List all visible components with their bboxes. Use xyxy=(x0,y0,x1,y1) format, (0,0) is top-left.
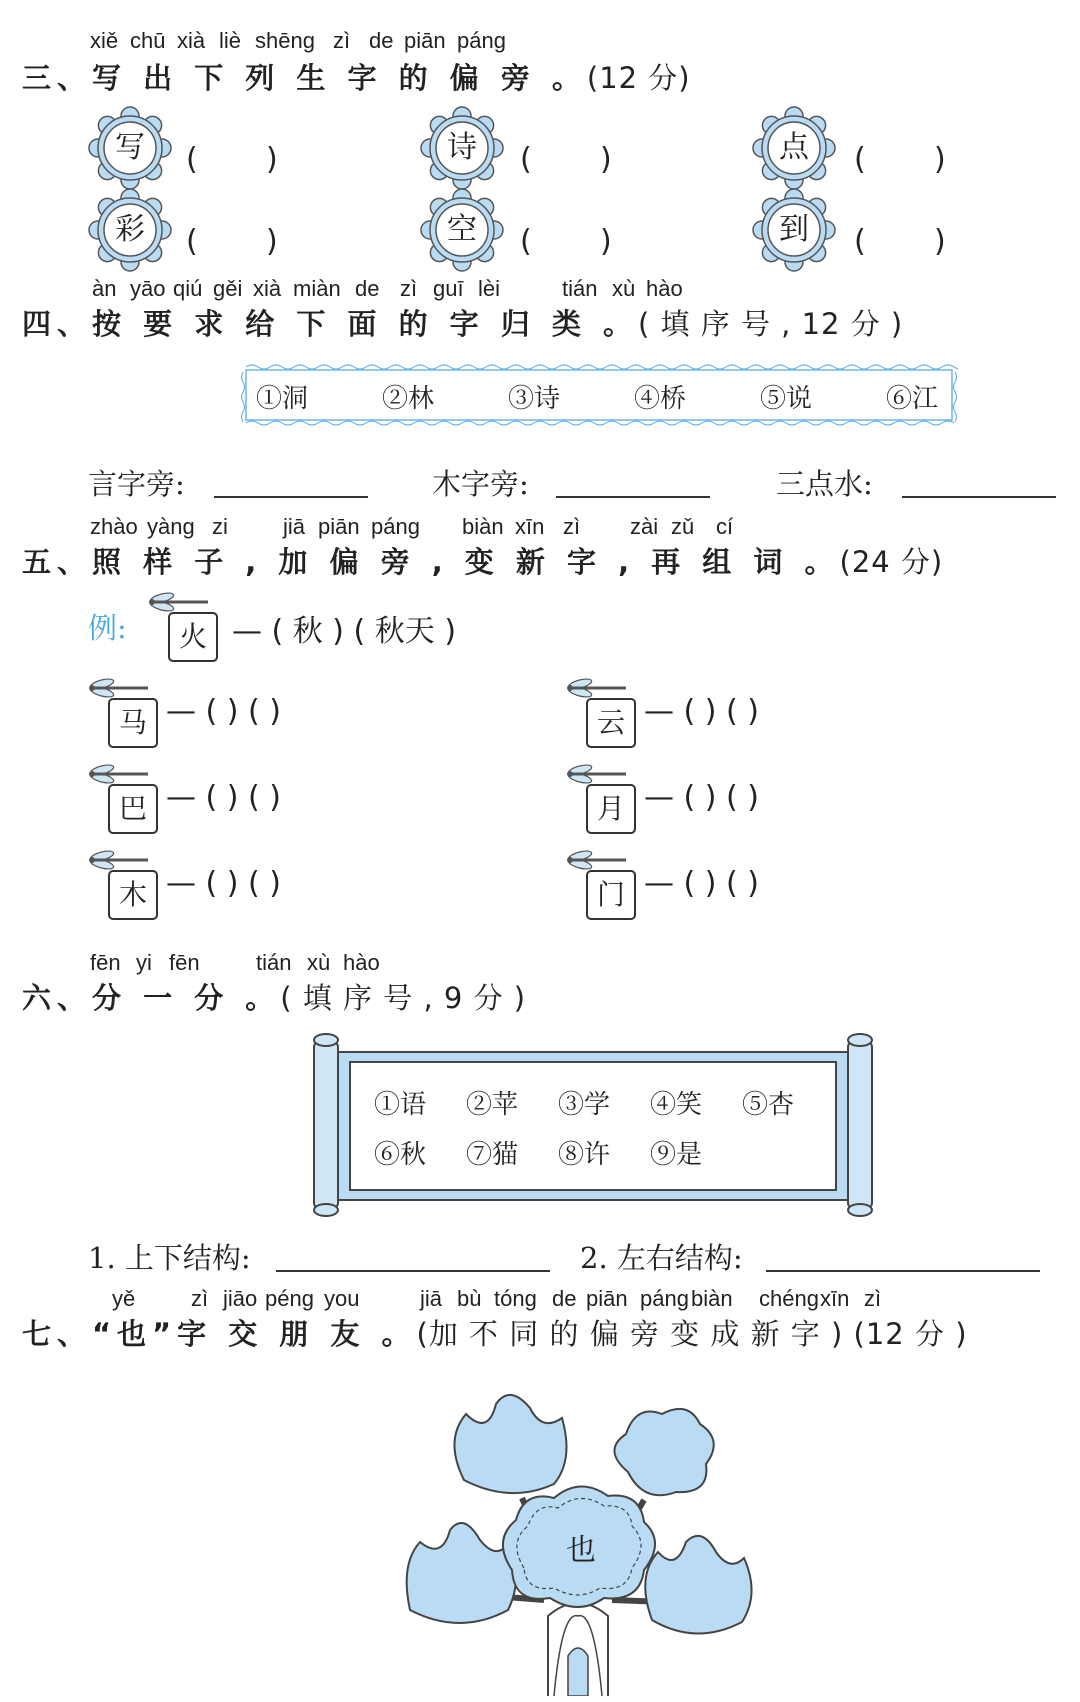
title-text: 六、分 一 分 。 xyxy=(22,981,281,1015)
options-box xyxy=(240,364,958,426)
answer-blanks[interactable]: — ( ) ( ) xyxy=(644,694,759,729)
option: ⑤说 xyxy=(760,384,813,414)
option: ②林 xyxy=(382,384,435,414)
pinyin: miàn xyxy=(293,276,341,301)
base-char: 云 xyxy=(596,706,625,739)
score: ( 填 序 号 , 12 分 ) xyxy=(637,307,904,341)
base-char: 木 xyxy=(118,878,147,911)
score: (加 不 同 的 偏 旁 变 成 新 字 ) (12 分 ) xyxy=(416,1317,968,1351)
pinyin: yāo xyxy=(130,276,166,301)
flower-char xyxy=(752,188,836,272)
answer-blank[interactable]: ) xyxy=(266,224,278,259)
answer-blank[interactable]: ) xyxy=(600,224,612,259)
answer-blanks[interactable]: — ( ) ( ) xyxy=(644,780,759,815)
pinyin: zì xyxy=(191,1286,209,1311)
pinyin: xù xyxy=(307,950,331,975)
pinyin: de xyxy=(355,276,380,301)
flower-char-text: 点 xyxy=(779,130,809,165)
score: ( 填 序 号 , 9 分 ) xyxy=(280,981,527,1015)
pinyin: you xyxy=(324,1286,360,1311)
flower-char xyxy=(420,106,504,190)
pinyin: shēng xyxy=(255,28,315,53)
pinyin: fēn xyxy=(90,950,121,975)
paren-open: ( xyxy=(186,224,198,259)
dragonfly-box xyxy=(566,762,646,836)
answer-blanks[interactable]: — ( ) ( ) xyxy=(644,866,759,901)
flower-char xyxy=(752,106,836,190)
base-char: 月 xyxy=(596,792,625,825)
flower-char xyxy=(88,106,172,190)
pinyin: zi xyxy=(212,514,228,539)
dragonfly-box xyxy=(88,762,168,836)
option: ①洞 xyxy=(256,384,309,414)
pinyin: zhào xyxy=(90,514,138,539)
flower-char-text: 诗 xyxy=(447,130,477,165)
pinyin: jiā xyxy=(283,514,306,539)
paren-open: ( xyxy=(520,142,532,177)
pinyin: chū xyxy=(130,28,166,53)
pinyin: gěi xyxy=(213,276,243,301)
pinyin: biàn xyxy=(691,1286,733,1311)
base-char: 巴 xyxy=(118,792,147,825)
pinyin: xià xyxy=(177,28,206,53)
pinyin: qiú xyxy=(173,276,203,301)
score: (12 分) xyxy=(586,61,691,95)
option: ④桥 xyxy=(634,384,687,414)
pinyin: piān xyxy=(586,1286,628,1311)
dragonfly-box xyxy=(566,676,646,750)
pinyin: zì xyxy=(400,276,418,301)
pinyin: xīn xyxy=(515,514,545,539)
answer-blank[interactable]: ) xyxy=(600,142,612,177)
category-label: 言字旁: xyxy=(88,467,185,501)
dragonfly-box xyxy=(566,848,646,922)
flower-char-text: 写 xyxy=(115,130,145,165)
pinyin: xiě xyxy=(90,28,119,53)
answer-line[interactable] xyxy=(902,496,1056,498)
section-7-title xyxy=(22,1312,968,1353)
pinyin: yě xyxy=(112,1286,136,1311)
pinyin: cí xyxy=(716,514,734,539)
pinyin: xià xyxy=(253,276,282,301)
title-text: 五、照 样 子 , 加 偏 旁 , 变 新 字 , 再 组 词 。 xyxy=(22,545,840,579)
flower-char-text: 到 xyxy=(779,212,809,247)
pinyin: zǔ xyxy=(671,514,695,539)
pinyin: tóng xyxy=(494,1286,537,1311)
wavy-border-icon xyxy=(240,364,958,426)
structure-label: 2. 左右结构: xyxy=(580,1241,743,1275)
pinyin: piān xyxy=(404,28,446,53)
option: ⑨是 xyxy=(650,1140,703,1170)
tree-figure xyxy=(404,1380,784,1696)
flower-char xyxy=(88,188,172,272)
answer-line[interactable] xyxy=(766,1270,1040,1272)
flower-char-text: 空 xyxy=(447,212,477,247)
category-label: 木字旁: xyxy=(432,467,529,501)
pinyin: lèi xyxy=(478,276,501,301)
title-text: 四、按 要 求 给 下 面 的 字 归 类 。 xyxy=(22,307,638,341)
answer-blanks[interactable]: — ( ) ( ) xyxy=(166,780,281,815)
example-label: 例: xyxy=(88,611,127,645)
paren-open: ( xyxy=(186,142,198,177)
flower-char xyxy=(420,188,504,272)
answer-blank[interactable]: ) xyxy=(934,224,946,259)
section-3-title xyxy=(22,56,691,97)
dragonfly-box xyxy=(88,676,168,750)
flower-char-text: 彩 xyxy=(115,212,145,247)
pinyin: hào xyxy=(343,950,380,975)
pinyin: piān xyxy=(318,514,360,539)
pinyin: zì xyxy=(864,1286,882,1311)
center-char: 也 xyxy=(566,1533,596,1568)
pinyin: fēn xyxy=(169,950,200,975)
answer-line[interactable] xyxy=(214,496,368,498)
pinyin: páng xyxy=(457,28,506,53)
base-char: 门 xyxy=(596,878,625,911)
pinyin: xīn xyxy=(820,1286,850,1311)
answer-blank[interactable]: ) xyxy=(266,142,278,177)
pinyin: àn xyxy=(92,276,117,301)
pinyin: xù xyxy=(612,276,636,301)
category-label: 三点水: xyxy=(776,467,873,501)
answer-line[interactable] xyxy=(556,496,710,498)
dragonfly-box xyxy=(148,590,228,664)
option: ⑦猫 xyxy=(466,1140,519,1170)
pinyin: biàn xyxy=(462,514,504,539)
pinyin: guī xyxy=(433,276,464,301)
answer-blank[interactable]: ) xyxy=(934,142,946,177)
pinyin: jiā xyxy=(420,1286,443,1311)
pinyin: zì xyxy=(333,28,351,53)
pinyin: tián xyxy=(562,276,598,301)
pinyin: yàng xyxy=(147,514,195,539)
option: ④笑 xyxy=(650,1090,703,1120)
section-5-title xyxy=(22,540,943,581)
scroll-box xyxy=(310,1032,876,1218)
example-char: 火 xyxy=(178,620,207,653)
paren-open: ( xyxy=(520,224,532,259)
pinyin: hào xyxy=(646,276,683,301)
score: (24 分) xyxy=(839,545,944,579)
pinyin: liè xyxy=(219,28,242,53)
dragonfly-box xyxy=(88,848,168,922)
pinyin: de xyxy=(369,28,394,53)
example-answer: — ( 秋 ) ( 秋天 ) xyxy=(232,614,457,649)
scroll-icon xyxy=(310,1032,876,1218)
option: ⑧许 xyxy=(558,1140,611,1170)
base-char: 马 xyxy=(118,706,147,739)
pinyin: páng xyxy=(371,514,420,539)
option: ③诗 xyxy=(508,384,561,414)
section-6-title xyxy=(22,976,526,1017)
pinyin: páng xyxy=(640,1286,689,1311)
option: ①语 xyxy=(374,1090,427,1120)
pinyin: péng xyxy=(265,1286,314,1311)
pinyin: jiāo xyxy=(223,1286,258,1311)
pinyin: bù xyxy=(457,1286,482,1311)
section-4-title xyxy=(22,302,903,343)
option: ②苹 xyxy=(466,1090,519,1120)
pinyin: zài xyxy=(630,514,659,539)
title-text: 七、“也”字 交 朋 友 。 xyxy=(22,1317,417,1351)
title-text: 三、写 出 下 列 生 字 的 偏 旁 。 xyxy=(22,61,587,95)
pinyin: yi xyxy=(136,950,152,975)
paren-open: ( xyxy=(854,224,866,259)
pinyin: zì xyxy=(563,514,581,539)
answer-blanks[interactable]: — ( ) ( ) xyxy=(166,866,281,901)
option: ⑥秋 xyxy=(374,1140,427,1170)
option: ⑤杏 xyxy=(742,1090,795,1120)
answer-line[interactable] xyxy=(276,1270,550,1272)
option: ③学 xyxy=(558,1090,611,1120)
structure-label: 1. 上下结构: xyxy=(88,1241,251,1275)
pinyin: de xyxy=(552,1286,577,1311)
paren-open: ( xyxy=(854,142,866,177)
answer-blanks[interactable]: — ( ) ( ) xyxy=(166,694,281,729)
pinyin: tián xyxy=(256,950,292,975)
pinyin: chéng xyxy=(759,1286,819,1311)
option: ⑥江 xyxy=(886,384,939,414)
